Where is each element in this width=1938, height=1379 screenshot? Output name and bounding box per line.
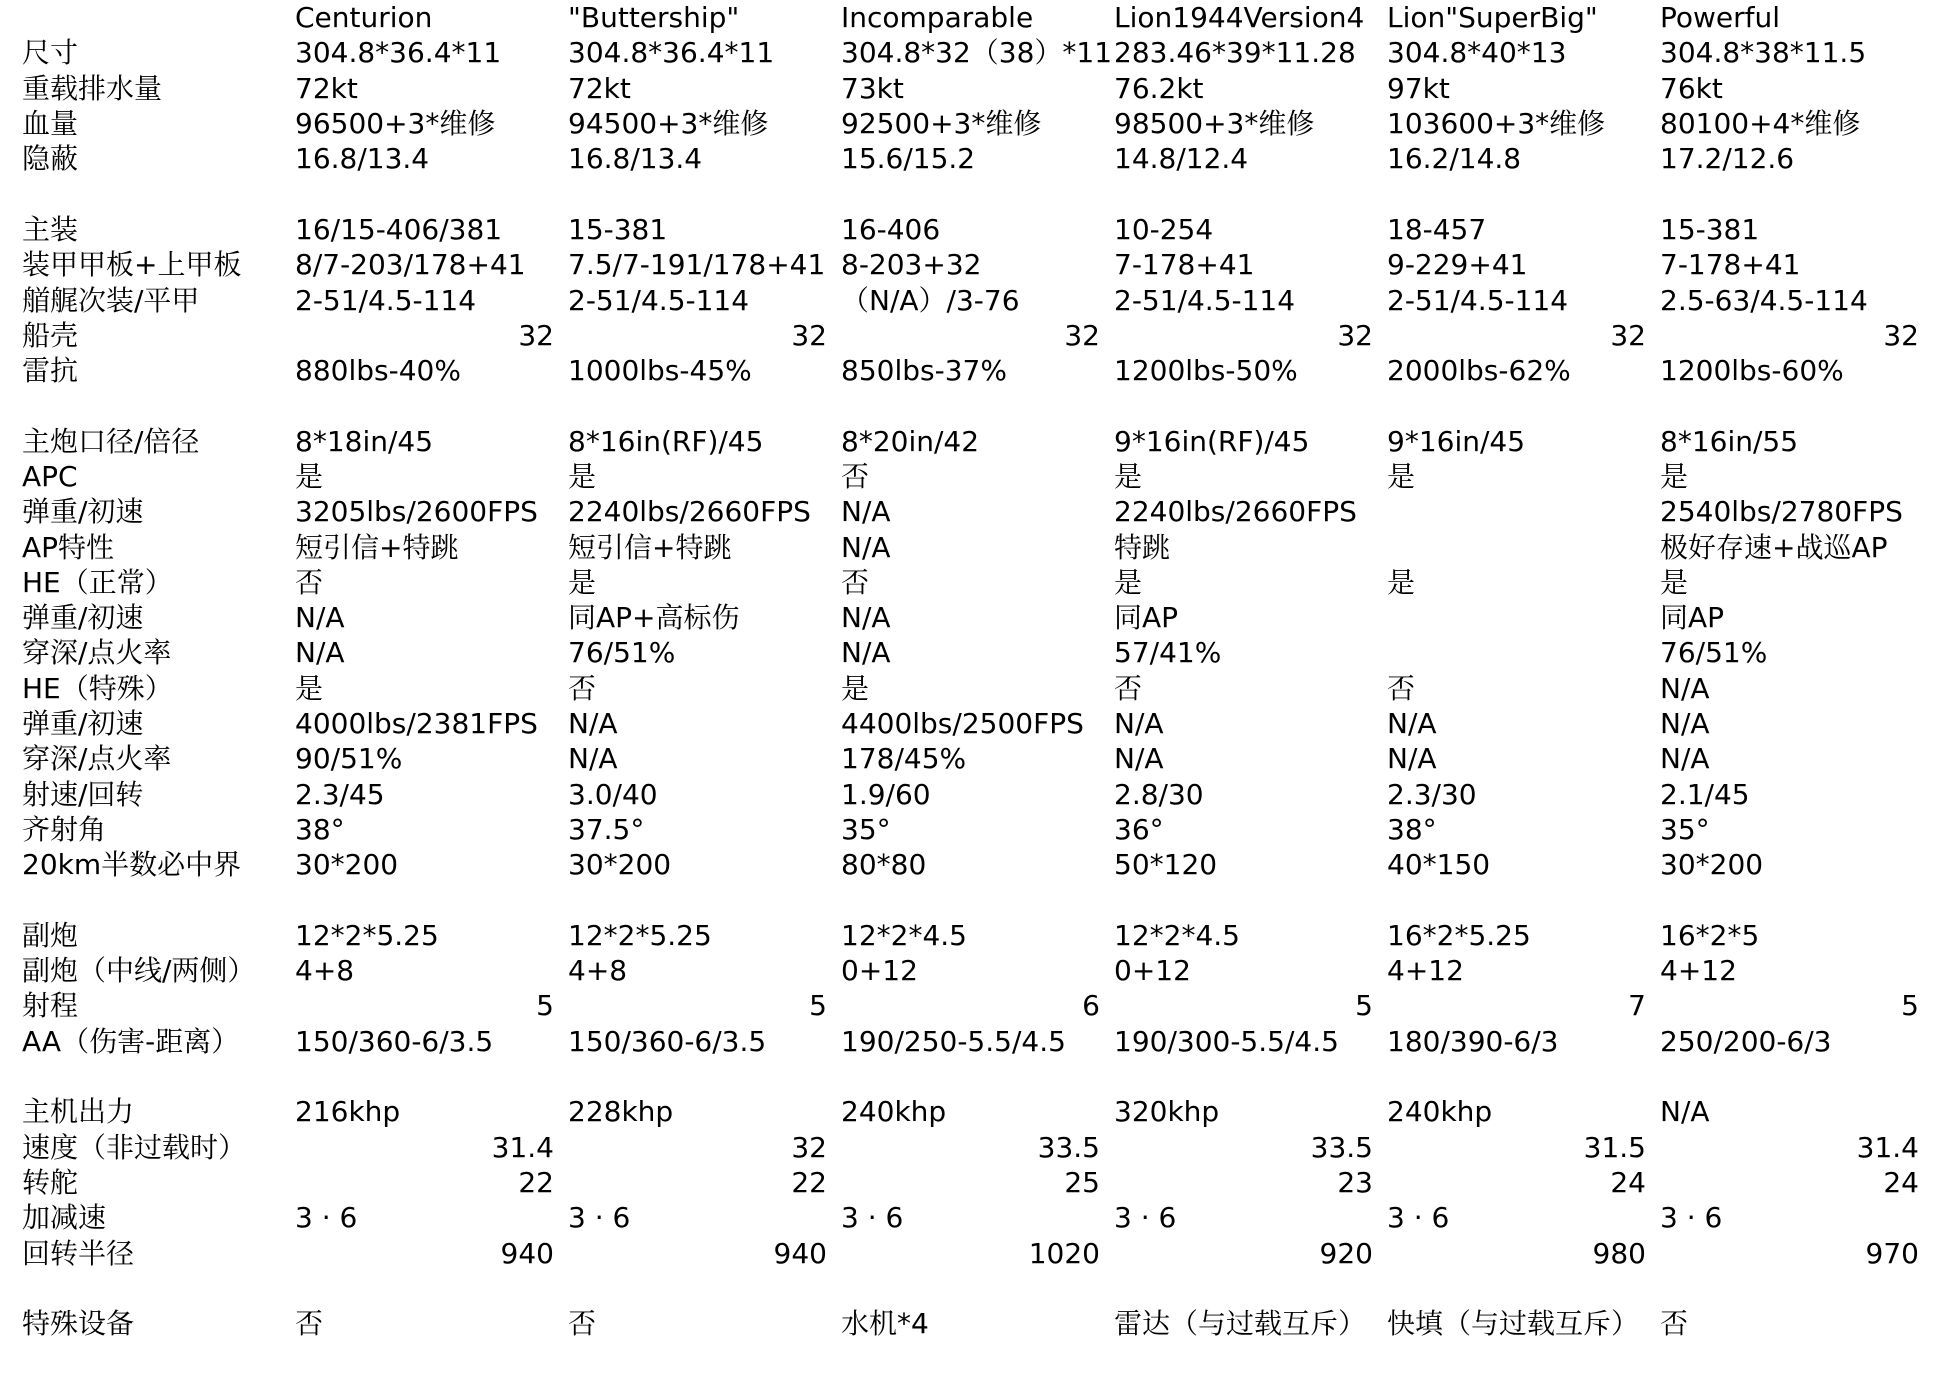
- table-cell: 2.5-63/4.5-114: [1660, 283, 1868, 317]
- table-cell: 24: [1883, 1165, 1919, 1199]
- row-label: 回转半径: [22, 1236, 135, 1270]
- table-row: [0, 247, 1933, 282]
- table-cell: 9-229+41: [1387, 248, 1528, 282]
- table-cell: 否: [568, 1307, 597, 1341]
- table-cell: 6: [1082, 989, 1100, 1023]
- table-cell: 304.8*40*13: [1387, 36, 1567, 70]
- table-row: [0, 1165, 1933, 1200]
- table-cell: 2.1/45: [1660, 777, 1750, 811]
- table-cell: 304.8*38*11.5: [1660, 36, 1867, 70]
- table-cell: 是: [1660, 565, 1689, 599]
- header-row: [0, 0, 1933, 35]
- table-cell: 是: [1114, 460, 1143, 493]
- table-cell: 150/360-6/3.5: [295, 1024, 494, 1058]
- table-cell: 特跳: [1114, 530, 1171, 564]
- table-cell: 4400lbs/2500FPS: [841, 707, 1084, 741]
- table-cell: 12*2*5.25: [568, 918, 712, 952]
- table-cell: 80*80: [841, 848, 927, 882]
- table-row: [0, 1094, 1933, 1129]
- table-cell: 2-51/4.5-114: [1114, 283, 1296, 317]
- table-cell: 178/45%: [841, 742, 967, 776]
- row-label: 穿深/点火率: [22, 742, 172, 776]
- spacer-cell: [0, 1059, 1933, 1094]
- table-cell: 快填（与过载互斥）: [1387, 1307, 1640, 1341]
- table-cell: 190/250-5.5/4.5: [841, 1024, 1066, 1058]
- table-cell: 94500+3*维修: [568, 107, 769, 141]
- row-label: 速度（非过载时）: [22, 1130, 247, 1164]
- table-cell: 否: [568, 671, 597, 705]
- table-row: [0, 812, 1933, 847]
- table-row: [0, 635, 1933, 670]
- row-label: AP特性: [22, 530, 115, 564]
- spacer-row: [0, 176, 1933, 211]
- table-cell: 23: [1337, 1165, 1373, 1199]
- row-label: APC: [22, 460, 78, 493]
- table-cell: 76/51%: [1660, 636, 1768, 670]
- table-cell: 16/15-406/381: [295, 212, 503, 246]
- table-cell: 14.8/12.4: [1114, 142, 1249, 176]
- table-cell: 4000lbs/2381FPS: [295, 707, 538, 741]
- table-cell: 32: [1064, 318, 1100, 352]
- table-cell: 8*16in/55: [1660, 424, 1799, 458]
- table-cell: 否: [295, 1307, 324, 1341]
- table-cell: 2540lbs/2780FPS: [1660, 495, 1903, 529]
- table-cell: 否: [1387, 671, 1416, 705]
- table-cell: 850lbs-37%: [841, 354, 1007, 388]
- table-cell: 97kt: [1387, 71, 1450, 105]
- table-row: [0, 706, 1933, 741]
- table-cell: 96500+3*维修: [295, 107, 496, 141]
- table-cell: N/A: [1114, 707, 1164, 741]
- table-cell: 2-51/4.5-114: [568, 283, 750, 317]
- table-cell: 32: [518, 318, 554, 352]
- table-cell: 33.5: [1310, 1130, 1373, 1164]
- column-header-5: Powerful: [1660, 1, 1781, 35]
- table-cell: 31.4: [491, 1130, 554, 1164]
- table-cell: 940: [773, 1236, 827, 1270]
- table-row: [0, 141, 1933, 176]
- row-label: 隐蔽: [22, 142, 79, 176]
- table-cell: 76.2kt: [1114, 71, 1204, 105]
- table-cell: 3 · 6: [841, 1201, 904, 1235]
- table-row: [0, 282, 1933, 317]
- table-row: [0, 918, 1933, 953]
- column-header-4: Lion"SuperBig": [1387, 1, 1598, 35]
- table-cell: 4+12: [1660, 954, 1737, 988]
- column-header-2: Incomparable: [841, 1, 1034, 35]
- table-row: [0, 494, 1933, 529]
- table-cell: 1020: [1028, 1236, 1100, 1270]
- table-cell: 8*16in(RF)/45: [568, 424, 764, 458]
- table-row: [0, 529, 1933, 564]
- table-cell: 3 · 6: [1660, 1201, 1723, 1235]
- table-cell: 10-254: [1114, 212, 1214, 246]
- table-cell: 22: [518, 1165, 554, 1199]
- table-cell: 3 · 6: [1387, 1201, 1450, 1235]
- table-row: [0, 106, 1933, 141]
- spacer-row: [0, 1271, 1933, 1306]
- table-cell: 3.0/40: [568, 777, 658, 811]
- table-cell: 37.5°: [568, 812, 645, 846]
- table-cell: N/A: [295, 636, 345, 670]
- row-label: HE（特殊）: [22, 671, 173, 705]
- table-cell: 12*2*4.5: [1114, 918, 1240, 952]
- table-row: [0, 353, 1933, 388]
- table-cell: 35°: [841, 812, 891, 846]
- table-cell: 12*2*5.25: [295, 918, 439, 952]
- table-cell: 0+12: [1114, 954, 1191, 988]
- table-row: [0, 953, 1933, 988]
- table-cell: 是: [295, 460, 324, 493]
- table-cell: 3 · 6: [568, 1201, 631, 1235]
- table-cell: 216khp: [295, 1095, 401, 1129]
- table-cell: 16.2/14.8: [1387, 142, 1522, 176]
- row-label: 转舵: [22, 1165, 79, 1199]
- row-label: 弹重/初速: [22, 707, 144, 741]
- table-cell: 240khp: [841, 1095, 947, 1129]
- table-cell: 1000lbs-45%: [568, 354, 752, 388]
- table-cell: 80100+4*维修: [1660, 107, 1861, 141]
- table-cell: 38°: [295, 812, 345, 846]
- table-cell: 7.5/7-191/178+41: [568, 248, 826, 282]
- table-cell: 5: [809, 989, 827, 1023]
- table-cell: 12*2*4.5: [841, 918, 967, 952]
- table-cell: 22: [791, 1165, 827, 1199]
- row-label: 血量: [22, 107, 79, 141]
- table-cell: N/A: [841, 495, 891, 529]
- table-row: [0, 424, 1933, 459]
- header-corner-cell: [0, 0, 295, 35]
- table-cell: 1200lbs-50%: [1114, 354, 1298, 388]
- table-cell: 7-178+41: [1114, 248, 1255, 282]
- table-cell: 2240lbs/2660FPS: [1114, 495, 1357, 529]
- table-row: [0, 71, 1933, 106]
- table-cell: 17.2/12.6: [1660, 142, 1795, 176]
- table-cell: 是: [1387, 565, 1416, 599]
- table-cell: 是: [1660, 460, 1689, 493]
- spacer-row: [0, 882, 1933, 917]
- table-cell: 8*18in/45: [295, 424, 434, 458]
- table-cell: 50*120: [1114, 848, 1218, 882]
- table-cell: 4+12: [1387, 954, 1464, 988]
- column-header-3: Lion1944Version4: [1114, 1, 1365, 35]
- row-label: 重载排水量: [22, 71, 163, 105]
- table-cell: 2-51/4.5-114: [1387, 283, 1569, 317]
- table-row: [0, 1306, 1933, 1341]
- table-cell: 否: [1660, 1307, 1689, 1341]
- table-cell: 是: [568, 460, 597, 493]
- table-cell: 否: [295, 565, 324, 599]
- table-cell: 2.3/30: [1387, 777, 1477, 811]
- row-label: 主装: [22, 212, 79, 246]
- table-cell: 283.46*39*11.28: [1114, 36, 1356, 70]
- table-cell: 3 · 6: [295, 1201, 358, 1235]
- table-cell: 970: [1865, 1236, 1919, 1270]
- table-cell: 1200lbs-60%: [1660, 354, 1844, 388]
- table-cell: 16-406: [841, 212, 941, 246]
- table-cell: 73kt: [841, 71, 904, 105]
- table-cell: 16.8/13.4: [295, 142, 430, 176]
- table-cell: 同AP+高标伤: [568, 601, 740, 635]
- row-label: 主机出力: [22, 1095, 135, 1129]
- table-row: [0, 777, 1933, 812]
- table-cell: 8*20in/42: [841, 424, 980, 458]
- table-cell: N/A: [1660, 707, 1710, 741]
- table-cell: 是: [295, 671, 324, 705]
- table-cell: 同AP: [1114, 601, 1179, 635]
- row-label: 弹重/初速: [22, 495, 144, 529]
- table-cell: 5: [1901, 989, 1919, 1023]
- table-cell: [1387, 600, 1660, 635]
- table-cell: 9*16in(RF)/45: [1114, 424, 1310, 458]
- table-cell: 92500+3*维修: [841, 107, 1042, 141]
- table-row: [0, 671, 1933, 706]
- table-cell: 否: [841, 565, 870, 599]
- table-cell: N/A: [1114, 742, 1164, 776]
- row-label: 齐射角: [22, 812, 107, 846]
- table-row: [0, 318, 1933, 353]
- table-cell: 5: [536, 989, 554, 1023]
- table-cell: N/A: [1660, 671, 1710, 705]
- table-cell: 9*16in/45: [1387, 424, 1526, 458]
- table-cell: N/A: [568, 742, 618, 776]
- table-cell: 980: [1592, 1236, 1646, 1270]
- table-cell: 18-457: [1387, 212, 1487, 246]
- row-label: 副炮: [22, 918, 79, 952]
- table-cell: 33.5: [1037, 1130, 1100, 1164]
- table-cell: 15-381: [568, 212, 668, 246]
- table-cell: 短引信+特跳: [295, 530, 459, 564]
- row-label: 装甲甲板+上甲板: [22, 248, 242, 282]
- table-cell: 3 · 6: [1114, 1201, 1177, 1235]
- table-row: [0, 988, 1933, 1023]
- table-cell: 38°: [1387, 812, 1437, 846]
- row-label: 射速/回转: [22, 777, 144, 811]
- table-row: [0, 1235, 1933, 1270]
- table-row: [0, 1024, 1933, 1059]
- row-label: 射程: [22, 989, 79, 1023]
- table-cell: 304.8*32（38）*11: [841, 36, 1113, 70]
- table-cell: 32: [1883, 318, 1919, 352]
- table-cell: 水机*4: [841, 1307, 929, 1341]
- table-cell: 24: [1610, 1165, 1646, 1199]
- table-cell: 是: [568, 565, 597, 599]
- table-cell: 31.5: [1583, 1130, 1646, 1164]
- table-cell: 15-381: [1660, 212, 1760, 246]
- table-cell: 8-203+32: [841, 248, 982, 282]
- table-cell: （N/A）/3-76: [841, 283, 1020, 317]
- table-cell: 31.4: [1856, 1130, 1919, 1164]
- table-cell: 2-51/4.5-114: [295, 283, 477, 317]
- table-cell: N/A: [1387, 707, 1437, 741]
- table-cell: 36°: [1114, 812, 1164, 846]
- table-cell: 940: [500, 1236, 554, 1270]
- table-cell: [1387, 494, 1660, 529]
- row-label: AA（伤害-距离）: [22, 1024, 240, 1058]
- table-row: [0, 741, 1933, 776]
- table-cell: [1387, 635, 1660, 670]
- table-cell: 同AP: [1660, 601, 1725, 635]
- table-row: [0, 565, 1933, 600]
- table-cell: 920: [1319, 1236, 1373, 1270]
- table-cell: 否: [841, 460, 870, 493]
- table-cell: N/A: [295, 601, 345, 635]
- table-cell: 4+8: [568, 954, 628, 988]
- table-cell: 5: [1355, 989, 1373, 1023]
- table-cell: 880lbs-40%: [295, 354, 461, 388]
- table-cell: 250/200-6/3: [1660, 1024, 1832, 1058]
- table-cell: 304.8*36.4*11: [295, 36, 502, 70]
- table-cell: 30*200: [568, 848, 672, 882]
- table-cell: 是: [841, 671, 870, 705]
- table-cell: N/A: [841, 636, 891, 670]
- table-cell: 40*150: [1387, 848, 1491, 882]
- table-cell: 雷达（与过载互斥）: [1114, 1307, 1367, 1341]
- table-row: [0, 212, 1933, 247]
- table-cell: 否: [1114, 671, 1143, 705]
- table-row: [0, 1130, 1933, 1165]
- table-cell: 304.8*36.4*11: [568, 36, 775, 70]
- table-cell: 190/300-5.5/4.5: [1114, 1024, 1339, 1058]
- table-cell: 76kt: [1660, 71, 1723, 105]
- table-cell: 2000lbs-62%: [1387, 354, 1571, 388]
- table-cell: 25: [1064, 1165, 1100, 1199]
- table-cell: 16*2*5.25: [1387, 918, 1531, 952]
- table-cell: 2.8/30: [1114, 777, 1204, 811]
- row-label: 副炮（中线/两侧）: [22, 954, 256, 988]
- table-cell: 35°: [1660, 812, 1710, 846]
- table-cell: 7-178+41: [1660, 248, 1801, 282]
- table-cell: 2.3/45: [295, 777, 385, 811]
- table-cell: 0+12: [841, 954, 918, 988]
- column-header-1: "Buttership": [568, 1, 740, 35]
- row-label: 主炮口径/倍径: [22, 424, 200, 458]
- table-cell: 240khp: [1387, 1095, 1493, 1129]
- table-cell: 极好存速+战巡AP: [1660, 530, 1888, 564]
- table-row: [0, 35, 1933, 70]
- spacer-cell: [0, 388, 1933, 423]
- table-cell: N/A: [841, 601, 891, 635]
- row-label: 加减速: [22, 1201, 107, 1235]
- spacer-cell: [0, 176, 1933, 211]
- row-label: 船壳: [22, 318, 79, 352]
- table-cell: 228khp: [568, 1095, 674, 1129]
- table-cell: 72kt: [568, 71, 631, 105]
- table-cell: N/A: [1660, 742, 1710, 776]
- table-cell: 是: [1114, 565, 1143, 599]
- spacer-row: [0, 388, 1933, 423]
- table-cell: 2240lbs/2660FPS: [568, 495, 811, 529]
- table-cell: N/A: [568, 707, 618, 741]
- table-cell: 4+8: [295, 954, 355, 988]
- table-row: [0, 847, 1933, 882]
- table-cell: 32: [1610, 318, 1646, 352]
- row-label: 20km半数必中界: [22, 848, 242, 882]
- table-cell: 8/7-203/178+41: [295, 248, 526, 282]
- column-header-0: Centurion: [295, 1, 433, 35]
- table-cell: 短引信+特跳: [568, 530, 732, 564]
- row-label: HE（正常）: [22, 565, 173, 599]
- table-cell: N/A: [841, 530, 891, 564]
- table-cell: 180/390-6/3: [1387, 1024, 1559, 1058]
- table-cell: 32: [791, 318, 827, 352]
- row-label: 穿深/点火率: [22, 636, 172, 670]
- table-cell: 16.8/13.4: [568, 142, 703, 176]
- table-cell: 150/360-6/3.5: [568, 1024, 767, 1058]
- table-cell: 76/51%: [568, 636, 676, 670]
- table-cell: 32: [1337, 318, 1373, 352]
- spacer-row: [0, 1059, 1933, 1094]
- table-cell: N/A: [1660, 1095, 1710, 1129]
- spacer-cell: [0, 1271, 1933, 1306]
- table-cell: 3205lbs/2600FPS: [295, 495, 538, 529]
- row-label: 特殊设备: [22, 1307, 135, 1341]
- row-label: 雷抗: [22, 354, 79, 388]
- table-cell: 15.6/15.2: [841, 142, 976, 176]
- table-cell: 98500+3*维修: [1114, 107, 1315, 141]
- table-cell: 90/51%: [295, 742, 403, 776]
- table-row: [0, 459, 1933, 494]
- row-label: 尺寸: [22, 36, 79, 70]
- table-cell: 1.9/60: [841, 777, 931, 811]
- table-cell: 30*200: [1660, 848, 1764, 882]
- row-label: 艏艉次装/平甲: [22, 283, 200, 317]
- table-cell: 72kt: [295, 71, 358, 105]
- table-row: [0, 1200, 1933, 1235]
- table-cell: 16*2*5: [1660, 918, 1760, 952]
- table-cell: [1387, 529, 1660, 564]
- table-cell: 7: [1628, 989, 1646, 1023]
- table-cell: 30*200: [295, 848, 399, 882]
- table-cell: 57/41%: [1114, 636, 1222, 670]
- table-row: [0, 600, 1933, 635]
- table-cell: 是: [1387, 460, 1416, 493]
- row-label: 弹重/初速: [22, 601, 144, 635]
- table-cell: 32: [791, 1130, 827, 1164]
- table-cell: 103600+3*维修: [1387, 107, 1606, 141]
- spacer-cell: [0, 882, 1933, 917]
- table-cell: 320khp: [1114, 1095, 1220, 1129]
- table-cell: N/A: [1387, 742, 1437, 776]
